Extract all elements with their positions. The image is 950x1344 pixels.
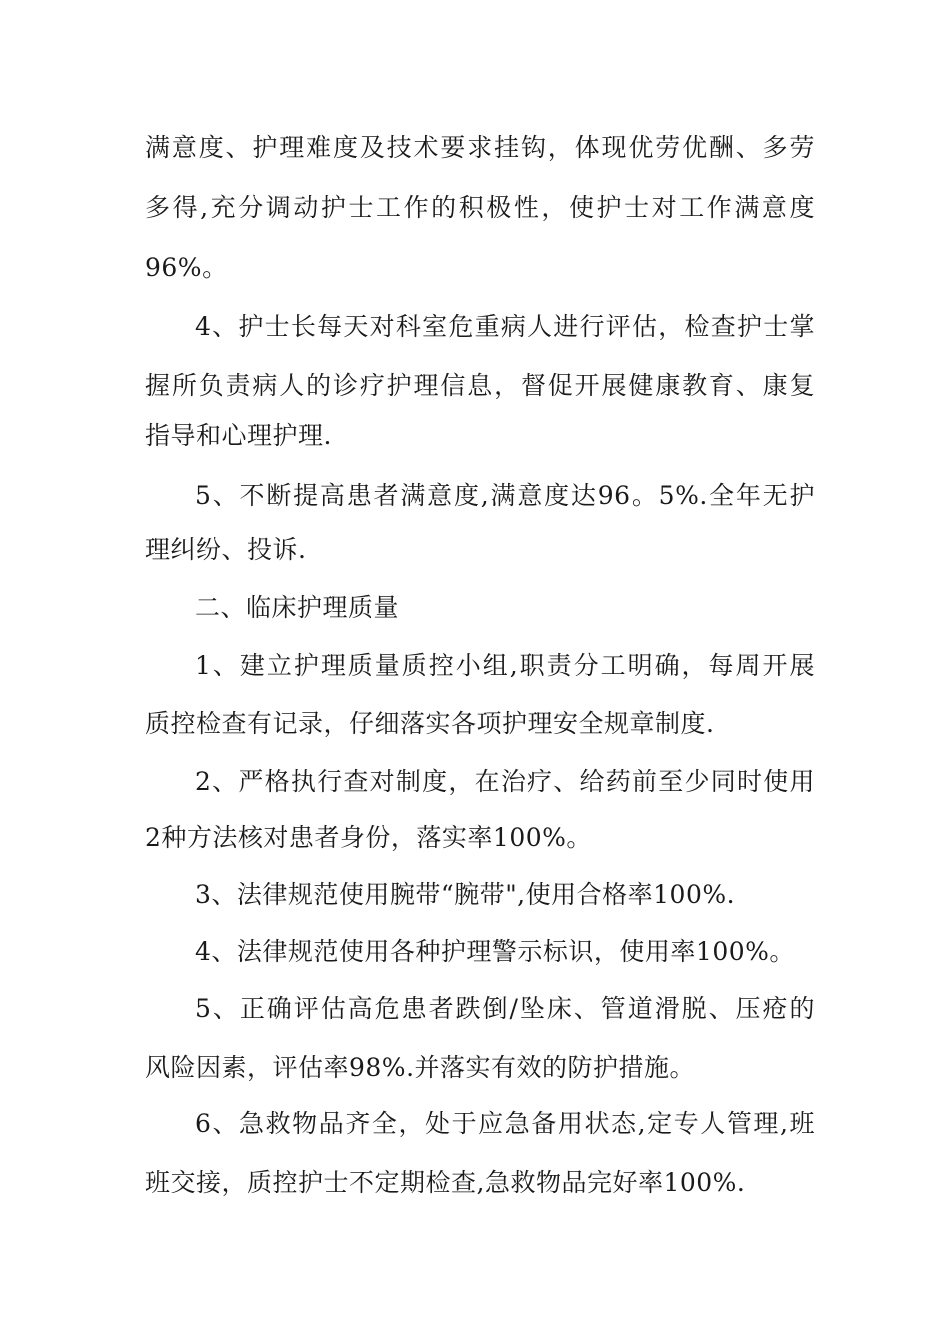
body-text-line: 5、不断提高患者满意度,满意度达96。5%.全年无护	[195, 481, 815, 510]
section-heading: 二、临床护理质量	[195, 593, 400, 622]
body-text-line: 2、严格执行查对制度，在治疗、给药前至少同时使用	[195, 767, 815, 796]
body-text-line: 指导和心理护理.	[145, 421, 332, 450]
body-text-line: 96%。	[145, 253, 228, 282]
body-text-line: 4、法律规范使用各种护理警示标识，使用率100%。	[195, 937, 795, 966]
body-text-line: 班交接，质控护士不定期检查,急救物品完好率100%.	[145, 1168, 746, 1197]
body-text-line: 风险因素，评估率98%.并落实有效的防护措施。	[145, 1053, 696, 1082]
body-text-line: 1、建立护理质量质控小组,职责分工明确，每周开展	[195, 651, 815, 680]
body-text-line: 理纠纷、投诉.	[145, 535, 307, 564]
body-text-line: 3、法律规范使用腕带“腕带",使用合格率100%.	[195, 880, 736, 909]
body-text-line: 4、护士长每天对科室危重病人进行评估，检查护士掌	[195, 312, 815, 341]
body-text-line: 质控检查有记录，仔细落实各项护理安全规章制度.	[145, 709, 715, 738]
body-text-line: 多得,充分调动护士工作的积极性，使护士对工作满意度	[145, 193, 815, 222]
body-text-line: 2种方法核对患者身份，落实率100%。	[145, 823, 592, 852]
body-text-line: 握所负责病人的诊疗护理信息，督促开展健康教育、康复	[145, 371, 815, 400]
body-text-line: 满意度、护理难度及技术要求挂钩，体现优劳优酬、多劳	[145, 133, 815, 162]
body-text-line: 6、急救物品齐全，处于应急备用状态,定专人管理,班	[195, 1109, 815, 1138]
body-text-line: 5、正确评估高危患者跌倒/坠床、管道滑脱、压疮的	[195, 994, 815, 1023]
